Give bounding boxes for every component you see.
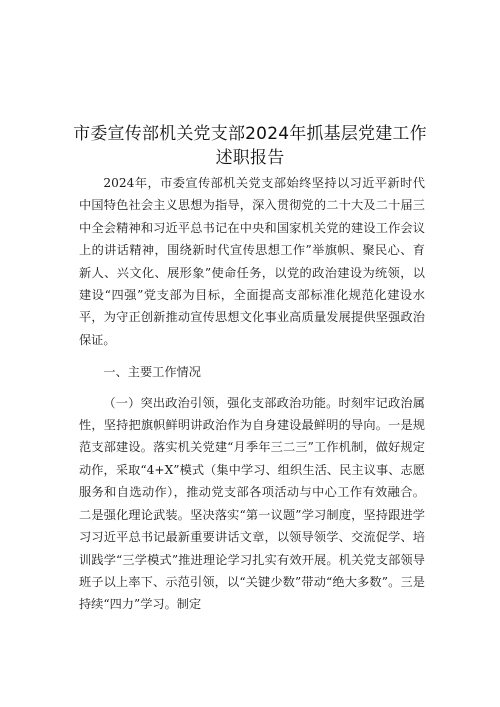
section-heading-main-work: 一、主要工作情况 [103,365,201,380]
section-paragraph-political-leadership: （一）突出政治引领，强化支部政治功能。时刻牢记政治属性，坚持把旗帜鲜明讲政治作为自身建设最鲜明的导向。一是规范支部建设。落实机关党建“月季年三二三”工作机制，做好规定动作，采取“4+X”模式（集中学习、组织生活、民主议事、志愿服务和自选动作），推动党支部各项活动与中心工作有效融合。二是强化理论武装。坚决落实“第一议题”学习制度，坚持跟进学习习近平总书记最新重要讲话文章，以领导领学、交流促学、培训践学“三学模式”推进理论学习扎实有效开展。机关党支部领导班子以上率下、示范引领，以“关键少数”带动“绝大多数”。三是持续“四力”学习。制定 [79,395,425,612]
document-body [79,172,425,616]
document-title-line2: 述职报告 [215,148,285,168]
document-title-line1: 市委宣传部机关党支部2024年抓基层党建工作 [73,124,427,144]
intro-paragraph: 2024年，市委宣传部机关党支部始终坚持以习近平新时代中国特色社会主义思想为指导，深入贯彻党的二十大及二十届三中全会精神和习近平总书记在中央和国家机关党的建设工作会议上的讲话精神，围绕新时代宣传思想工作”举旗帜、聚民心、育新人、兴文化、展形象”使命任务，以党的政治建设为统领，以建设“四强”党支部为目标，全面提高支部标准化规范化建设水平，为守正创新推动宣传思想文化事业高质量发展提供坚强政治保证。 [79,176,425,347]
